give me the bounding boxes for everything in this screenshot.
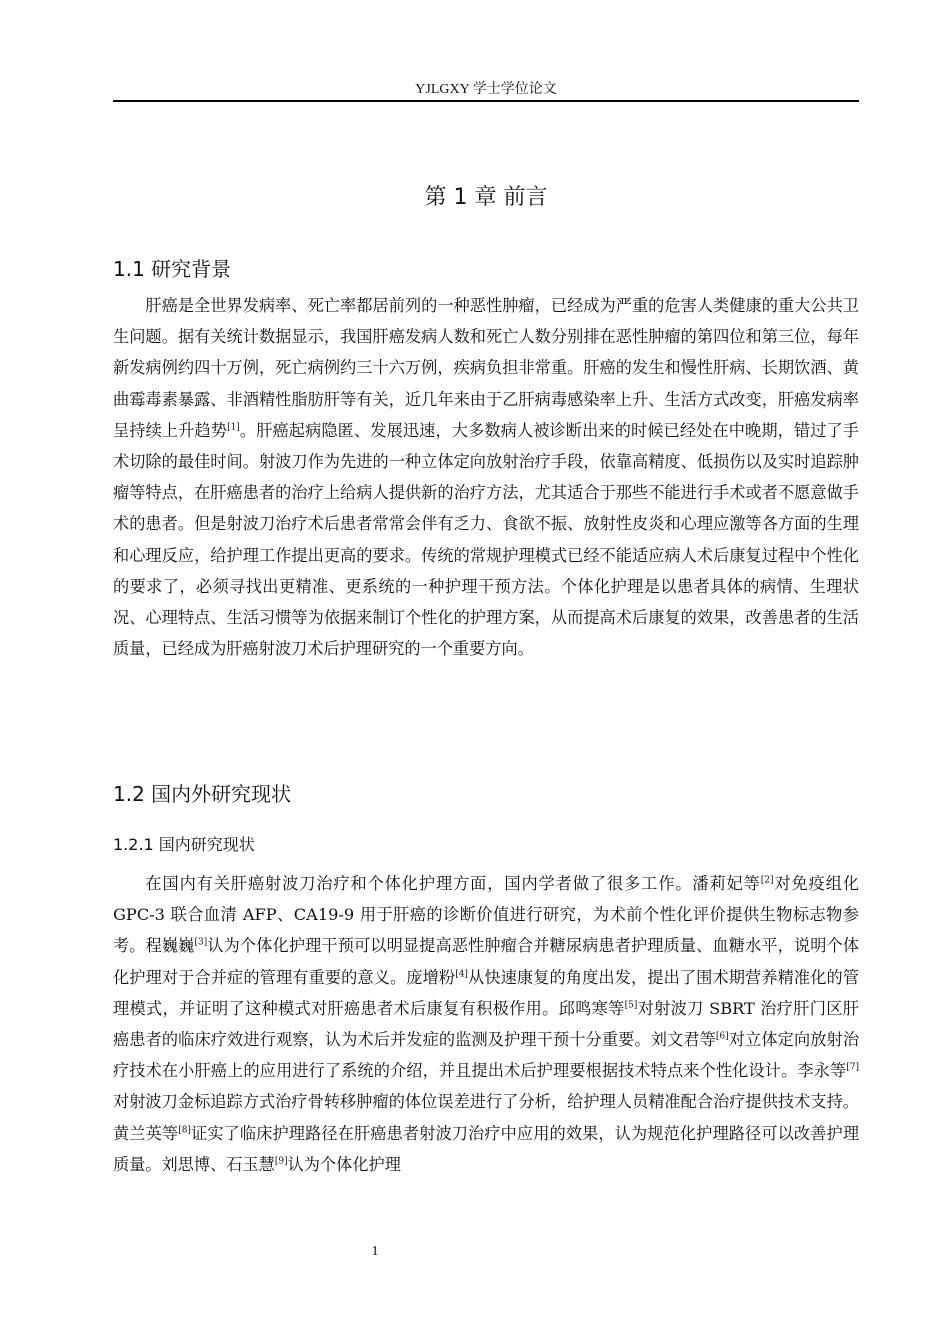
section-heading-research-status: 1.2 国内外研究现状 bbox=[113, 782, 292, 806]
section-heading-background: 1.1 研究背景 bbox=[113, 257, 232, 281]
background-paragraph: 肝癌是全世界发病率、死亡率都居前列的一种恶性肿瘤，已经成为严重的危害人类健康的重大公共卫生问题。据有关统计数据显示，我国肝癌发病人数和死亡人数分别排在恶性肿瘤的第四位和第三位，每年新发病例约四十万例，死亡病例约三十六万例，疾病负担非常重。肝癌的发生和慢性肝病、长期饮酒、黄曲霉毒素暴露、非酒精性脂肪肝等有关，近几年来由于乙肝病毒感染率上升、生活方式改变，肝癌发病率呈持续上升趋势[1]。肝癌起病隐匿、发展迅速，大多数病人被诊断出来的时候已经处在中晚期，错过了手术切除的最佳时间。射波刀作为先进的一种立体定向放射治疗手段，依靠高精度、低损伤以及实时追踪肿瘤等特点，在肝癌患者的治疗上给病人提供新的治疗方法，尤其适合于那些不能进行手术或者不愿意做手术的患者。但是射波刀治疗术后患者常常会伴有乏力、食欲不振、放射性皮炎和心理应激等各方面的生理和心理反应，给护理工作提出更高的要求。传统的常规护理模式已经不能适应病人术后康复过程中个性化的要求了，必须寻找出更精准、更系统的一种护理干预方法。个体化护理是以患者具体的病情、生理状况、心理特点、生活习惯等为依据来制订个性化的护理方案，从而提高术后康复的效果，改善患者的生活质量，已经成为肝癌射波刀术后护理研究的一个重要方向。 bbox=[113, 296, 859, 659]
domestic-research-paragraph: 在国内有关肝癌射波刀治疗和个体化护理方面，国内学者做了很多工作。潘莉妃等[2]对免疫组化 GPC-3 联合血清 AFP、CA19-9 用于肝癌的诊断价值进行研究，为术前个性化评价提供生物标志物参考。程巍巍[3]认为个体化护理干预可以明显提高恶性肿瘤合并糖尿病患者护理质量、血糖水平，说明个体化护理对于合并症的管理有重要的意义。庞增粉[4]从快速康复的角度出发，提出了围术期营养精准化的管理模式，并证明了这种模式对肝癌患者术后康复有积极作用。邱鸣寒等[5]对射波刀 SBRT 治疗肝门区肝癌患者的临床疗效进行观察，认为术后并发症的监测及护理干预十分重要。刘文君等[6]对立体定向放射治疗技术在小肝癌上的应用进行了系统的介绍，并且提出术后护理要根据技术特点来个性化设计。李永等[7]对射波刀金标追踪方式治疗骨转移肿瘤的体位误差进行了分析，给护理人员精准配合治疗提供技术支持。黄兰英等[8]证实了临床护理路径在肝癌患者射波刀治疗中应用的效果，认为规范化护理路径可以改善护理质量。刘思博、石玉慧[9]认为个体化护理 bbox=[113, 874, 860, 1174]
chapter-title: 第 1 章 前言 bbox=[424, 185, 548, 210]
running-header: YJLGXY 学士学位论文 bbox=[415, 82, 557, 97]
citation-marker: [5] bbox=[624, 1000, 638, 1011]
citation-marker: [4] bbox=[455, 969, 468, 980]
citation-marker: [8] bbox=[178, 1125, 191, 1136]
citation-marker: [2] bbox=[760, 875, 774, 886]
subsection-heading-domestic: 1.2.1 国内研究现状 bbox=[113, 835, 255, 854]
citation-marker: [3] bbox=[194, 938, 208, 949]
citation-marker: [7] bbox=[846, 1062, 859, 1073]
header-rule bbox=[113, 100, 859, 102]
page-number: 1 bbox=[371, 1244, 379, 1259]
citation-marker: [9] bbox=[274, 1156, 288, 1167]
citation-marker: [1] bbox=[227, 422, 240, 433]
citation-marker: [6] bbox=[715, 1031, 729, 1042]
